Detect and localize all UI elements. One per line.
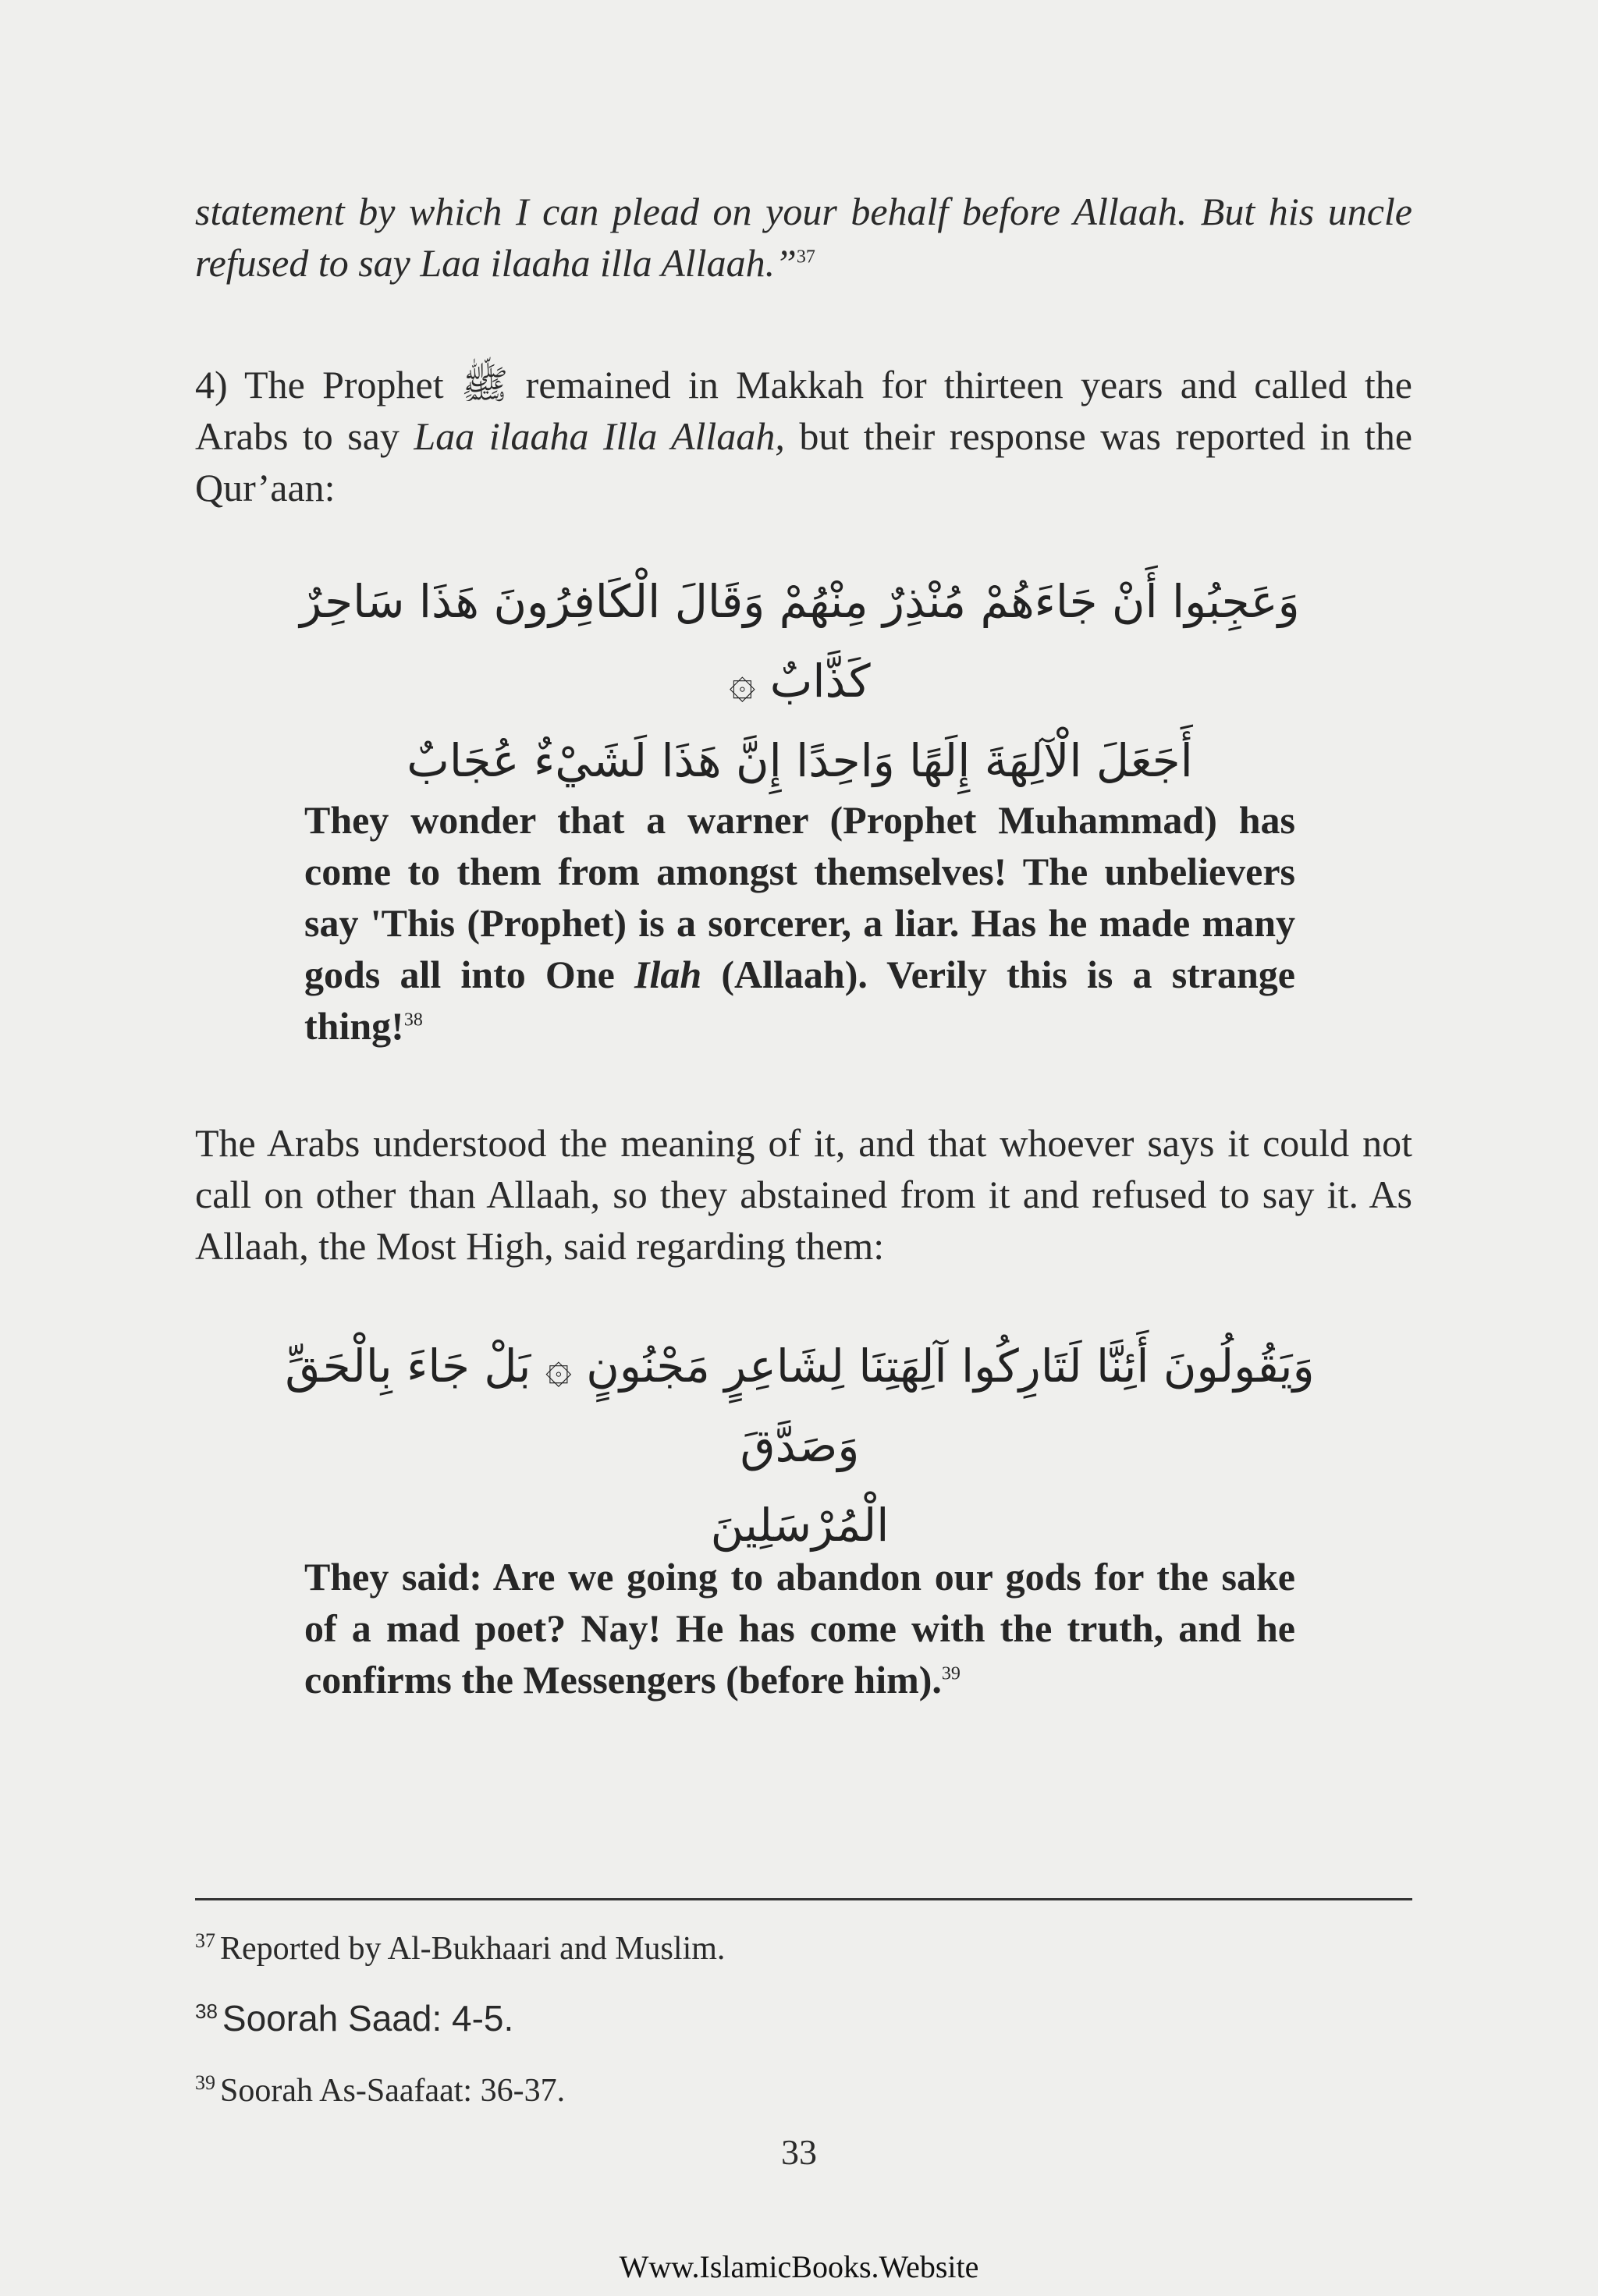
translation2-text: They said: Are we going to abandon our gods for the sake of a mad poet? Nay! He has come with the truth, and he confirms the Messengers (before him). xyxy=(304,1555,1295,1702)
honorific-symbol: ﷺ xyxy=(460,363,509,406)
quran-verse-arabic-1 xyxy=(265,562,1334,800)
footnote-37-mark: 37 xyxy=(195,1929,215,1952)
arabic1-line1: وَعَجِبُوا أَنْ جَاءَهُمْ مُنْذِرٌ مِنْهُمْ وَقَالَ الْكَافِرُونَ هَذَا سَاحِرٌ كَذَّابٌ ۞ xyxy=(300,575,1300,708)
footnote-39 xyxy=(195,2072,1412,2110)
footnote-38-mark: 38 xyxy=(195,1999,218,2023)
footnote-39-text: Soorah As-Saafaat: 36-37. xyxy=(220,2073,566,2109)
para1-emphasis: Laa ilaaha Illa Allaah, xyxy=(414,414,785,458)
footnote-37-text: Reported by Al-Bukhaari and Muslim. xyxy=(220,1931,726,1967)
intro-paragraph xyxy=(195,186,1412,289)
verse-translation-1 xyxy=(304,794,1295,1052)
translation1-before: They wonder that a warner (Prophet Muhammad) has come to them from amongst themselves! The unbelievers say 'This (Prophet) is a sorcerer, a liar. Has he made many gods all into One xyxy=(304,798,1295,996)
footnote-ref-37: 37 xyxy=(796,247,815,268)
page-number: 33 xyxy=(781,2132,817,2172)
footnote-divider xyxy=(195,1898,1412,1900)
footnote-37 xyxy=(195,1930,1412,1968)
footnote-38 xyxy=(195,1997,1412,2039)
footnote-ref-38: 38 xyxy=(403,1010,423,1031)
verse-translation-2 xyxy=(304,1551,1295,1705)
footnote-38-text: Soorah Saad: 4-5. xyxy=(222,1998,514,2039)
arabic1-line2: أَجَعَلَ الْآلِهَةَ إِلَهًا وَاحِدًا إِنَّ هَذَا لَشَيْءٌ عُجَابٌ xyxy=(407,734,1193,787)
para1-before: 4) The Prophet xyxy=(195,363,461,406)
arabic2-line2: الْمُرْسَلِينَ xyxy=(710,1499,890,1552)
website-watermark: Www.IslamicBooks.Website xyxy=(619,2249,979,2284)
para2-text: The Arabs understood the meaning of it, and that whoever says it could not call on other than Allaah, so they abstained from it and refused to say it. As Allaah, the Most High, said regarding them: xyxy=(195,1121,1412,1268)
arabic2-line1: وَيَقُولُونَ أَئِنَّا لَتَارِكُوا آلِهَتِنَا لِشَاعِرٍ مَجْنُونٍ ۞ بَلْ جَاءَ بِالْحَقِّ وَصَدَّقَ xyxy=(285,1340,1315,1472)
paragraph-arabs-understood xyxy=(195,1117,1412,1272)
footnote-39-mark: 39 xyxy=(195,2071,215,2094)
intro-text: statement by which I can plead on your behalf before Allaah. But his uncle refused to say Laa ilaaha illa Allaah.” xyxy=(195,190,1412,285)
para1-middle: remained in Makkah for thirteen years and called the Arabs to say xyxy=(195,363,1412,458)
para1-after: but their response was reported in the Qur’aan: xyxy=(195,414,1413,509)
footnote-ref-39: 39 xyxy=(941,1663,961,1684)
paragraph-prophet-makkah xyxy=(195,359,1412,513)
translation1-emphasis: Ilah xyxy=(634,953,702,996)
translation1-after: (Allaah). Verily this is a strange thing! xyxy=(304,953,1295,1048)
quran-verse-arabic-2 xyxy=(265,1326,1334,1565)
